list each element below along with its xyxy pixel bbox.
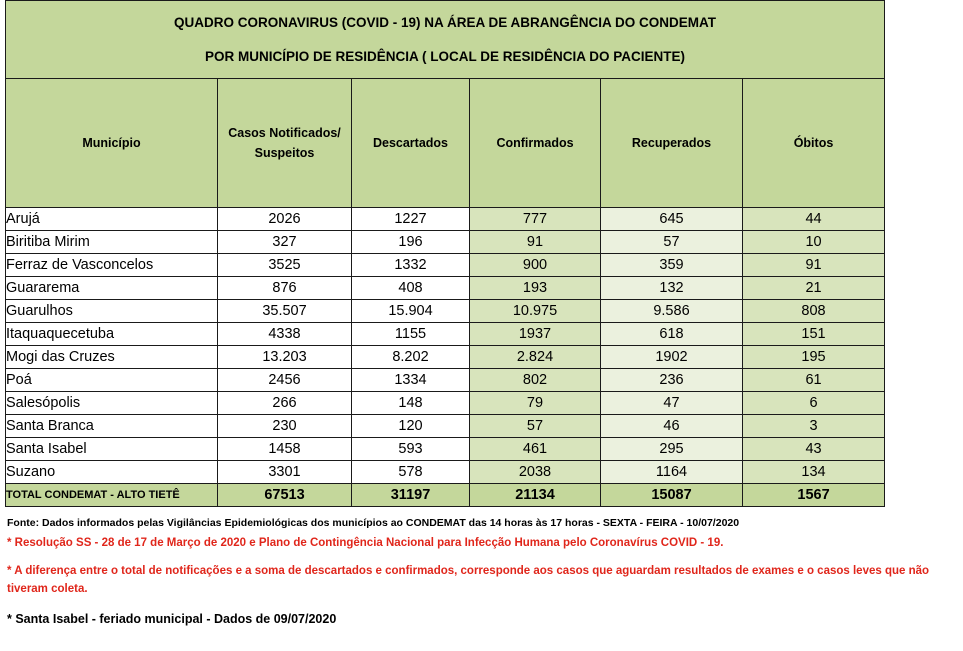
cell-recuperados: 359 <box>601 254 743 277</box>
cell-notificados: 327 <box>218 231 352 254</box>
cell-obitos: 10 <box>743 231 885 254</box>
cell-notificados: 35.507 <box>218 300 352 323</box>
cell-descartados: 8.202 <box>352 346 470 369</box>
cell-confirmados: 193 <box>470 277 601 300</box>
cell-confirmados: 1937 <box>470 323 601 346</box>
cell-notificados: 230 <box>218 415 352 438</box>
table-row <box>6 277 885 300</box>
total-obitos: 1567 <box>743 484 885 507</box>
table-row <box>6 231 885 254</box>
cell-descartados: 120 <box>352 415 470 438</box>
total-label: TOTAL CONDEMAT - ALTO TIETÊ <box>6 484 218 507</box>
header-recuperados: Recuperados <box>601 79 743 208</box>
total-notificados: 67513 <box>218 484 352 507</box>
header-confirmados: Confirmados <box>470 79 601 208</box>
source-note: Fonte: Dados informados pelas Vigilâncias Epidemiológicas dos municípios ao CONDEMAT das 14 horas às 17 horas - SEXTA - FEIRA - 10/07/2020 <box>7 517 740 529</box>
cell-notificados: 13.203 <box>218 346 352 369</box>
cell-obitos: 151 <box>743 323 885 346</box>
table-row <box>6 208 885 231</box>
cell-obitos: 91 <box>743 254 885 277</box>
cell-municipio: Salesópolis <box>6 392 218 415</box>
cell-confirmados: 900 <box>470 254 601 277</box>
total-confirmados: 21134 <box>470 484 601 507</box>
cell-recuperados: 295 <box>601 438 743 461</box>
covid-table <box>5 0 885 507</box>
cell-notificados: 266 <box>218 392 352 415</box>
cell-obitos: 61 <box>743 369 885 392</box>
cell-recuperados: 1902 <box>601 346 743 369</box>
table-row <box>6 323 885 346</box>
cell-obitos: 195 <box>743 346 885 369</box>
cell-confirmados: 57 <box>470 415 601 438</box>
cell-confirmados: 461 <box>470 438 601 461</box>
cell-obitos: 3 <box>743 415 885 438</box>
cell-recuperados: 618 <box>601 323 743 346</box>
table-body <box>6 208 885 484</box>
cell-municipio: Biritiba Mirim <box>6 231 218 254</box>
cell-descartados: 408 <box>352 277 470 300</box>
cell-confirmados: 79 <box>470 392 601 415</box>
header-obitos: Óbitos <box>743 79 885 208</box>
cell-obitos: 134 <box>743 461 885 484</box>
cell-recuperados: 47 <box>601 392 743 415</box>
total-descartados: 31197 <box>352 484 470 507</box>
header-notificados-line2: Suspeitos <box>254 146 315 160</box>
table-row <box>6 392 885 415</box>
cell-confirmados: 10.975 <box>470 300 601 323</box>
cell-descartados: 1227 <box>352 208 470 231</box>
cell-confirmados: 2.824 <box>470 346 601 369</box>
total-row <box>6 484 885 507</box>
table-row <box>6 346 885 369</box>
cell-descartados: 593 <box>352 438 470 461</box>
cell-notificados: 2026 <box>218 208 352 231</box>
title-line-1: QUADRO CORONAVIRUS (COVID - 19) NA ÁREA DE ABRANGÊNCIA DO CONDEMAT <box>174 14 717 30</box>
cell-municipio: Guararema <box>6 277 218 300</box>
cell-municipio: Santa Branca <box>6 415 218 438</box>
cell-municipio: Guarulhos <box>6 300 218 323</box>
cell-descartados: 148 <box>352 392 470 415</box>
cell-descartados: 1334 <box>352 369 470 392</box>
cell-recuperados: 1164 <box>601 461 743 484</box>
difference-note: * A diferença entre o total de notificações e a soma de descartados e confirmados, corresponde aos casos que aguardam resultados de exames e o casos leves que não tiveram coleta. <box>7 565 930 595</box>
cell-recuperados: 236 <box>601 369 743 392</box>
table-row <box>6 369 885 392</box>
cell-notificados: 3301 <box>218 461 352 484</box>
cell-recuperados: 645 <box>601 208 743 231</box>
cell-confirmados: 777 <box>470 208 601 231</box>
cell-recuperados: 57 <box>601 231 743 254</box>
header-descartados: Descartados <box>352 79 470 208</box>
cell-obitos: 44 <box>743 208 885 231</box>
cell-descartados: 578 <box>352 461 470 484</box>
cell-recuperados: 46 <box>601 415 743 438</box>
table-row <box>6 300 885 323</box>
title-line-2: POR MUNICÍPIO DE RESIDÊNCIA ( LOCAL DE RESIDÊNCIA DO PACIENTE) <box>204 48 686 64</box>
header-row <box>6 79 885 208</box>
cell-municipio: Suzano <box>6 461 218 484</box>
resolution-note: * Resolução SS - 28 de 17 de Março de 2020 e Plano de Contingência Nacional para Infecção Humana pelo Coronavírus COVID - 19. <box>7 537 724 549</box>
cell-recuperados: 9.586 <box>601 300 743 323</box>
cell-obitos: 21 <box>743 277 885 300</box>
cell-municipio: Mogi das Cruzes <box>6 346 218 369</box>
cell-notificados: 1458 <box>218 438 352 461</box>
table-row <box>6 438 885 461</box>
cell-descartados: 1155 <box>352 323 470 346</box>
header-notificados <box>218 79 352 208</box>
cell-municipio: Ferraz de Vasconcelos <box>6 254 218 277</box>
table-title <box>6 1 885 79</box>
total-recuperados: 15087 <box>601 484 743 507</box>
cell-notificados: 4338 <box>218 323 352 346</box>
header-notificados-line1: Casos Notificados/ <box>228 126 341 140</box>
cell-notificados: 2456 <box>218 369 352 392</box>
cell-confirmados: 2038 <box>470 461 601 484</box>
table-row <box>6 415 885 438</box>
cell-municipio: Itaquaquecetuba <box>6 323 218 346</box>
cell-obitos: 43 <box>743 438 885 461</box>
table-row <box>6 254 885 277</box>
cell-confirmados: 91 <box>470 231 601 254</box>
cell-descartados: 15.904 <box>352 300 470 323</box>
header-municipio: Município <box>6 79 218 208</box>
cell-descartados: 1332 <box>352 254 470 277</box>
cell-obitos: 6 <box>743 392 885 415</box>
cell-obitos: 808 <box>743 300 885 323</box>
cell-recuperados: 132 <box>601 277 743 300</box>
cell-notificados: 876 <box>218 277 352 300</box>
cell-descartados: 196 <box>352 231 470 254</box>
cell-municipio: Santa Isabel <box>6 438 218 461</box>
santa-isabel-note: * Santa Isabel - feriado municipal - Dados de 09/07/2020 <box>7 612 337 626</box>
cell-municipio: Poá <box>6 369 218 392</box>
cell-notificados: 3525 <box>218 254 352 277</box>
cell-municipio: Arujá <box>6 208 218 231</box>
table-row <box>6 461 885 484</box>
cell-confirmados: 802 <box>470 369 601 392</box>
